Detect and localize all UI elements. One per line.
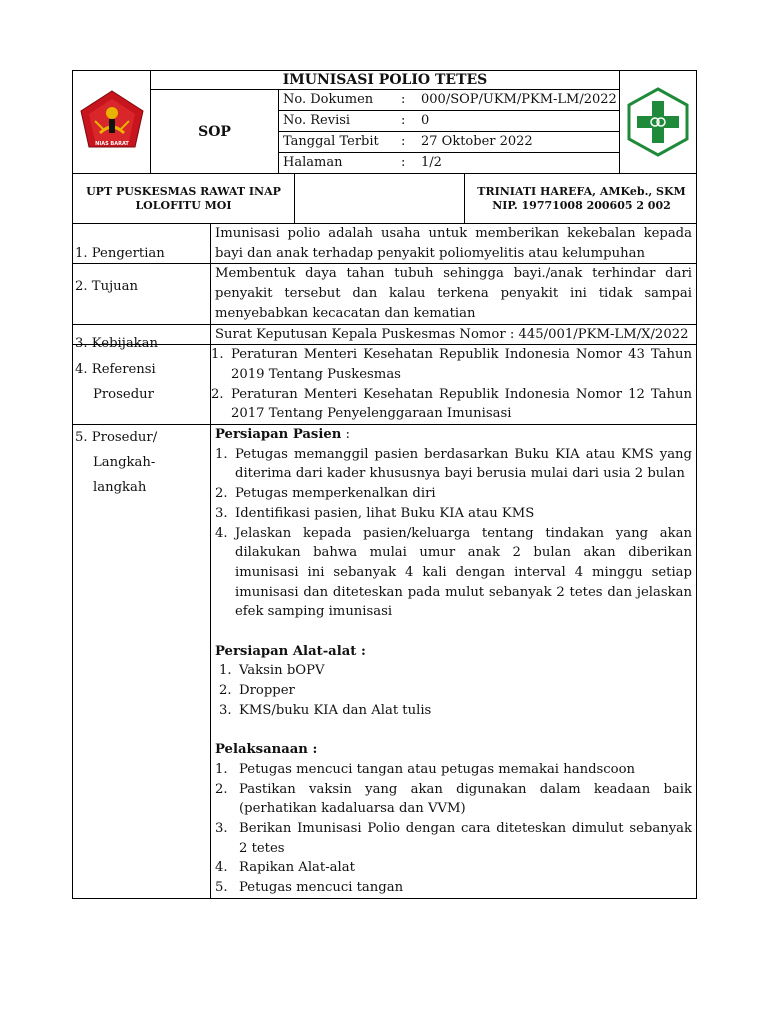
list-item (211, 345, 692, 384)
list-item (219, 681, 692, 701)
pelaksanaan-list (215, 760, 692, 898)
persiapan-alat-list (215, 661, 692, 720)
meta-row-halaman (279, 152, 620, 173)
meta-colon: : (401, 155, 406, 170)
item-text: Vaksin bOPV (239, 663, 325, 679)
meta-colon: : (401, 113, 406, 128)
item-text: Petugas memanggil pasien berdasarkan Buku KIA atau KMS yang diterima dari kader khususnya bayi berusia mulai dari usia 2 bulan (235, 446, 692, 482)
meta-row-tanggal (279, 131, 620, 152)
prosedur-content (211, 425, 696, 898)
kebijakan-text: Surat Keputusan Kepala Puskesmas Nomor : 445/001/PKM-LM/X/2022 (215, 326, 689, 342)
meta-row-dokumen (279, 89, 620, 110)
row-pengertian (73, 224, 696, 263)
item-number: 2. (215, 486, 228, 502)
sop-label: SOP (151, 89, 279, 173)
label-line: 4. Referensi (75, 362, 156, 378)
puskesmas-cross-icon (625, 86, 691, 158)
item-number: 4. (215, 525, 228, 541)
row-label (73, 425, 211, 898)
label-line: Langkah- (93, 455, 156, 471)
item-text: Rapikan Alat-alat (239, 860, 355, 876)
item-number: 2. (215, 781, 228, 797)
list-item (219, 701, 692, 721)
document-meta (279, 89, 620, 173)
meta-label: Halaman (283, 155, 343, 170)
signer-nip: NIP. 19771008 200605 2 002 (492, 198, 671, 212)
item-text: Petugas mencuci tangan atau petugas memakai handscoon (239, 761, 636, 777)
label-text (75, 357, 210, 407)
signer-name: TRINIATI HAREFA, AMKeb., SKM (477, 184, 686, 198)
item-text: Petugas mencuci tangan (239, 880, 404, 896)
item-text: Peraturan Menteri Kesehatan Republik Indonesia Nomor 12 Tahun 2017 Tentang Penyelenggaraan Imunisasi (231, 386, 692, 422)
org-line-1: UPT PUSKESMAS RAWAT INAP (86, 184, 281, 198)
item-text: KMS/buku KIA dan Alat tulis (239, 702, 432, 718)
item-text: Berikan Imunisasi Polio dengan cara diteteskan dimulut sebanyak 2 tetes (239, 821, 692, 856)
item-text: Jelaskan kepada pasien/keluarga tentang tindakan yang akan dilakukan bahwa mulai umur anak 2 bulan akan diberikan imunisasi ini sebanyak 4 kali dengan interval 4 minggu setiap imunisasi dan diteteskan pada mulut sebanyak 2 tetes dan jelaskan efek samping imunisasi (235, 525, 692, 620)
pelaksanaan-heading: Pelaksanaan : (215, 742, 318, 758)
meta-label: No. Revisi (283, 113, 351, 128)
signer (465, 174, 698, 223)
spacer (215, 622, 692, 642)
list-item (215, 445, 692, 484)
item-number: 2. (219, 683, 232, 699)
label-text: 3. Kebijakan (75, 335, 159, 351)
list-item (215, 504, 692, 524)
sop-body-table (72, 224, 697, 899)
list-item (215, 878, 692, 898)
list-item (215, 819, 692, 858)
row-label (73, 224, 211, 263)
sop-header (72, 70, 697, 174)
meta-label: Tanggal Terbit (283, 134, 379, 149)
label-text: 2. Tujuan (75, 279, 139, 295)
item-text: Pastikan vaksin yang akan digunakan dalam keadaan baik (perhatikan kadaluarsa dan VVM) (239, 781, 692, 817)
pengertian-text: Imunisasi polio adalah usaha untuk memberikan kekebalan kepada bayi dan anak terhadap penyakit poliomyelitis atau kelumpuhan (215, 226, 692, 261)
item-text: Identifikasi pasien, lihat Buku KIA atau KMS (235, 505, 535, 521)
regency-logo-cell (73, 71, 151, 173)
list-item (215, 524, 692, 623)
item-number: 3. (215, 505, 228, 521)
list-item (215, 858, 692, 878)
organization-row (72, 174, 697, 224)
item-number: 2. (211, 386, 224, 402)
row-prosedur (73, 424, 696, 898)
list-item (215, 484, 692, 504)
persiapan-pasien-list (215, 445, 692, 622)
item-number: 5. (215, 880, 228, 896)
section-title: Persiapan Pasien (215, 427, 342, 443)
tujuan-text: Membentuk daya tahan tubuh sehingga bayi./anak terhindar dari penyakit tersebut dan kalau terkena penyakit ini tidak sampai menyebabkan kecacatan dan kematian (215, 266, 692, 321)
meta-value: 0 (421, 113, 430, 128)
row-referensi (73, 344, 696, 424)
organization-name (73, 174, 295, 223)
puskesmas-logo-cell (620, 71, 696, 173)
list-item (211, 385, 692, 424)
row-tujuan (73, 263, 696, 323)
item-number: 3. (219, 702, 232, 718)
persiapan-alat-heading: Persiapan Alat-alat : (215, 643, 366, 659)
label-line: Prosedur (93, 387, 154, 403)
row-label (73, 325, 211, 351)
meta-colon: : (401, 92, 406, 107)
item-number: 3. (215, 821, 228, 837)
blank-cell (295, 174, 465, 223)
section-title-suffix: : (341, 427, 350, 443)
list-item (215, 780, 692, 819)
label-line: langkah (93, 480, 147, 496)
regency-emblem-icon (73, 71, 151, 173)
row-label (73, 264, 211, 323)
item-number: 1. (219, 663, 232, 679)
meta-value: 000/SOP/UKM/PKM-LM/2022 (421, 92, 617, 107)
sop-document (72, 70, 697, 899)
meta-row-revisi (279, 110, 620, 131)
item-text: Peraturan Menteri Kesehatan Republik Indonesia Nomor 43 Tahun 2019 Tentang Puskesmas (231, 347, 692, 382)
meta-value: 1/2 (421, 155, 442, 170)
item-number: 1. (215, 761, 228, 777)
row-label (73, 345, 211, 424)
list-item (215, 760, 692, 780)
org-line-2: LOLOFITU MOI (135, 198, 232, 212)
spacer (215, 721, 692, 741)
label-text (75, 425, 210, 500)
item-number: 1. (211, 347, 224, 363)
referensi-list (211, 345, 696, 424)
item-text: Dropper (239, 683, 295, 699)
item-number: 1. (215, 446, 228, 462)
list-item (219, 661, 692, 681)
svg-text:NIAS BARAT: NIAS BARAT (95, 141, 129, 147)
meta-label: No. Dokumen (283, 92, 374, 107)
sop-title: IMUNISASI POLIO TETES (151, 71, 620, 89)
meta-colon: : (401, 134, 406, 149)
item-text: Petugas memperkenalkan diri (235, 486, 436, 502)
label-text: 1. Pengertian (75, 245, 165, 261)
item-number: 4. (215, 860, 228, 876)
persiapan-pasien-heading (215, 425, 692, 445)
meta-value: 27 Oktober 2022 (421, 134, 533, 149)
label-line: 5. Prosedur/ (75, 430, 158, 446)
row-kebijakan (73, 324, 696, 351)
